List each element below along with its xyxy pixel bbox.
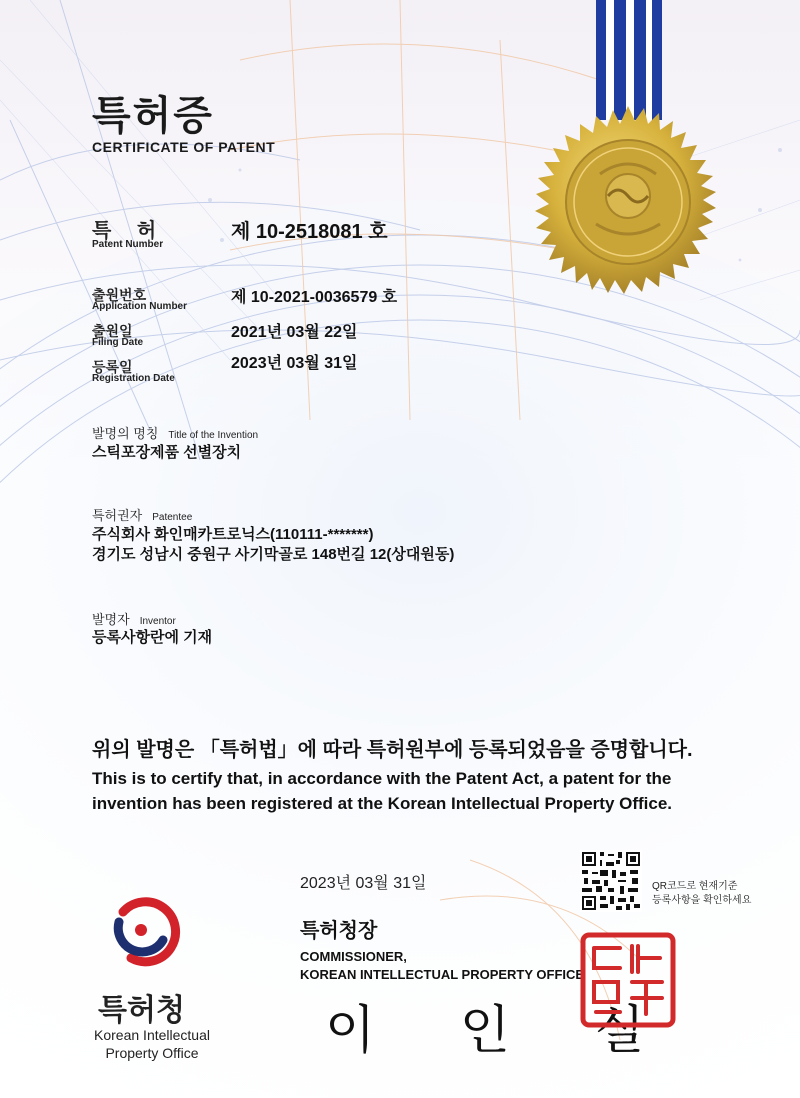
patent-number-label-korean: 특 허 — [92, 220, 167, 242]
commissioner-english-line-1: COMMISSIONER, — [300, 949, 407, 964]
patentee-name-value: 주식회사 화인매카트로닉스(110111-*******) — [92, 526, 374, 543]
invention-label-english: Title of the Invention — [168, 430, 259, 441]
filing-date-value: 2021년 03월 22일 — [231, 324, 358, 341]
kipo-logo-icon — [105, 878, 195, 978]
application-number-value: 제 10-2021-0036579 호 — [231, 289, 398, 306]
filing-date-label-korean: 출원일 — [92, 323, 133, 339]
seal-ribbons — [596, 0, 666, 120]
certification-statement-korean: 위의 발명은 「특허법」에 따라 특허원부에 등록되었음을 증명합니다. — [92, 739, 693, 761]
application-number-label-english: Application Number — [92, 301, 188, 312]
inventor-value: 등록사항란에 기재 — [92, 629, 213, 646]
qr-instruction-text — [652, 880, 751, 908]
office-name-english-line-2: Property Office — [105, 1045, 199, 1061]
invention-title-value: 스틱포장제품 선별장치 — [92, 444, 242, 461]
commissioner-title-korean: 특허청장 — [300, 920, 378, 942]
filing-date-label-english: Filing Date — [92, 337, 144, 348]
commissioner-signature: 이 인 실 — [325, 1001, 679, 1061]
invention-label — [92, 423, 258, 443]
patentee-address-value: 경기도 성남시 중원구 사기막골로 148번길 12(상대원동) — [92, 546, 455, 563]
registration-date-value: 2023년 03월 31일 — [231, 355, 358, 372]
invention-label-korean: 발명의 명칭 — [92, 426, 159, 441]
commissioner-english-line-2: KOREAN INTELLECTUAL PROPERTY OFFICE — [300, 967, 585, 982]
certification-english-line-2: invention has been registered at the Korean Intellectual Property Office. — [92, 794, 673, 813]
qr-instruction-line-2: 등록사항을 확인하세요 — [652, 895, 752, 906]
patentee-label-korean: 특허권자 — [92, 508, 143, 523]
registration-date-label-english: Registration Date — [92, 373, 175, 384]
document-title-korean: 특허증 — [92, 94, 214, 138]
qr-instruction-line-1: QR코드로 현재기준 — [652, 881, 738, 892]
application-number-label-korean: 출원번호 — [92, 287, 147, 303]
patent-number-value: 제 10-2518081 호 — [231, 221, 388, 243]
issue-date: 2023년 03월 31일 — [300, 875, 427, 892]
office-name-korean: 특허청 — [98, 994, 185, 1027]
gold-seal-icon — [530, 104, 726, 300]
patentee-label — [92, 505, 192, 525]
patent-number-label-english: Patent Number — [92, 239, 164, 250]
official-red-stamp-icon — [580, 932, 676, 1028]
document-title-english: CERTIFICATE OF PATENT — [92, 139, 276, 155]
commissioner-title-english — [300, 948, 584, 984]
certification-statement-english — [92, 766, 672, 816]
patentee-label-english: Patentee — [152, 512, 193, 523]
inventor-label-english: Inventor — [139, 616, 176, 627]
qr-code-icon — [580, 850, 642, 912]
inventor-label-korean: 발명자 — [92, 612, 130, 627]
certification-english-line-1: This is to certify that, in accordance with the Patent Act, a patent for the — [92, 769, 672, 788]
office-name-english — [88, 1026, 216, 1062]
office-name-english-line-1: Korean Intellectual — [94, 1027, 210, 1043]
registration-date-label-korean: 등록일 — [92, 359, 133, 375]
